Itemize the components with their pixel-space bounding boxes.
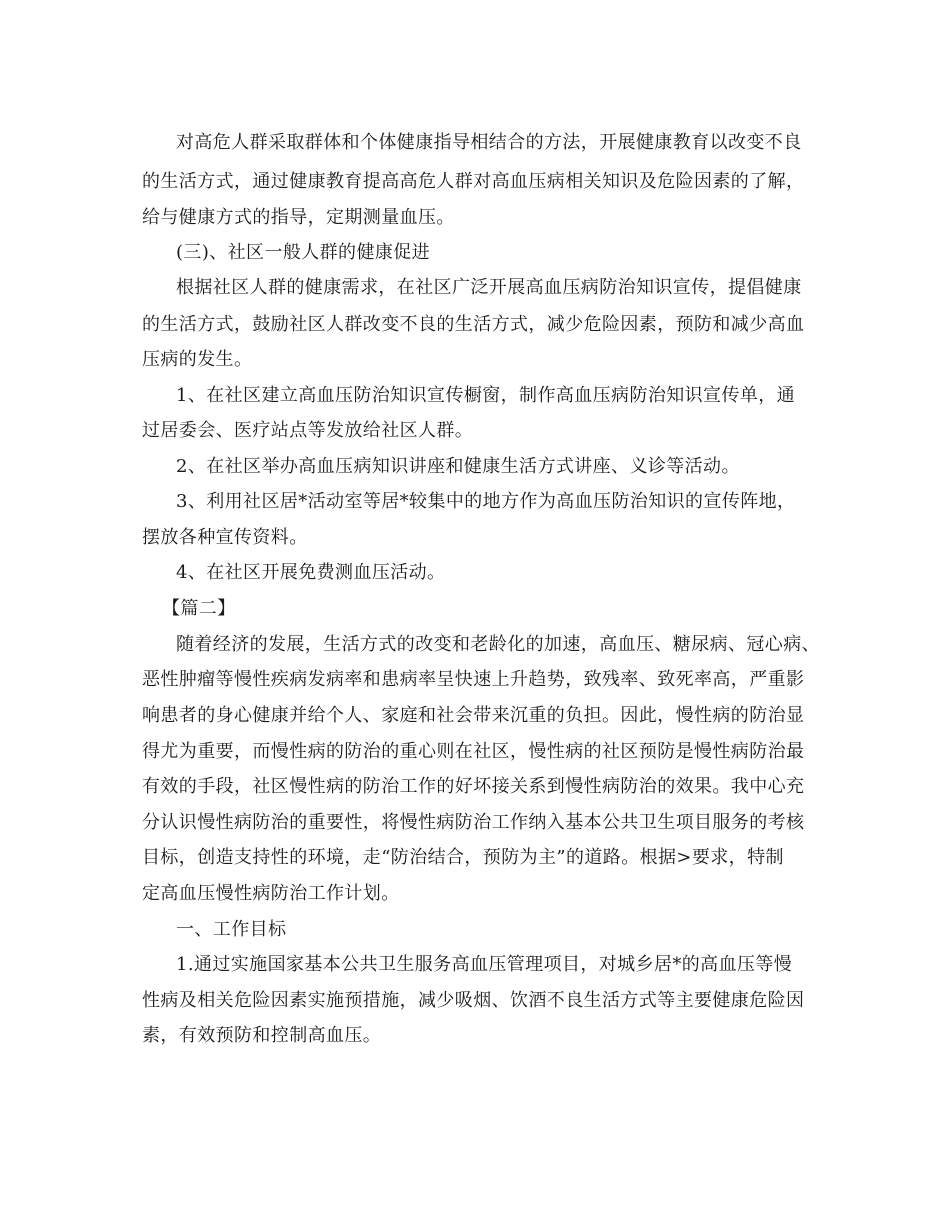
text-line: 随着经济的发展，生活方式的改变和老龄化的加速，高血压、糖尿病、冠心病、 [176,634,820,655]
text-line: 压病的发生。 [142,349,253,370]
text-line: 根据社区人群的健康需求，在社区广泛开展高血压病防治知识宣传，提倡健康 [176,277,802,298]
list-item: 4、在社区开展免费测血压活动。 [176,562,446,583]
section-heading: 一、工作目标 [176,919,287,940]
list-item: 2、在社区举办高血压病知识讲座和健康生活方式讲座、义诊等活动。 [176,456,740,477]
section-heading: 【篇二】 [162,598,236,619]
text-line: 素，有效预防和控制高血压。 [142,1025,382,1046]
text-line: 有效的手段，社区慢性病的防治工作的好坏接关系到慢性病防治的效果。我中心充 [142,776,805,797]
text-line: 摆放各种宣传资料。 [142,527,308,548]
text-line: 得尤为重要，而慢性病的防治的重心则在社区，慢性病的社区预防是慢性病防治最 [142,741,805,762]
text-line: 的生活方式，鼓励社区人群改变不良的生活方式，减少危险因素，预防和减少高血 [142,314,805,335]
text-line: 性病及相关危险因素实施预措施，减少吸烟、饮酒不良生活方式等主要健康危险因 [142,990,805,1011]
text-line: 分认识慢性病防治的重要性，将慢性病防治工作纳入基本公共卫生项目服务的考核 [142,812,805,833]
text-line: 响患者的身心健康并给个人、家庭和社会带来沉重的负担。因此，慢性病的防治显 [142,705,805,726]
section-heading: (三)、社区一般人群的健康促进 [176,242,431,263]
list-item: 1.通过实施国家基本公共卫生服务高血压管理项目，对城乡居*的高血压等慢 [176,954,793,975]
text-line: 过居委会、医疗站点等发放给社区人群。 [142,420,474,441]
text-line: 目标，创造支持性的环境，走“防治结合，预防为主”的道路。根据>要求，特制 [142,847,784,868]
text-line: 对高危人群采取群体和个体健康指导相结合的方法，开展健康教育以改变不良 [176,132,802,153]
list-item: 1、在社区建立高血压防治知识宣传橱窗，制作高血压病防治知识宣传单，通 [176,385,796,406]
text-line: 恶性肿瘤等慢性疾病发病率和患病率呈快速上升趋势，致残率、致死率高，严重影 [142,669,805,690]
text-line: 的生活方式，通过健康教育提高高危人群对高血压病相关知识及危险因素的了解， [142,171,805,192]
list-item: 3、利用社区居*活动室等居*较集中的地方作为高血压防治知识的宣传阵地， [176,491,796,512]
text-line: 定高血压慢性病防治工作计划。 [142,883,400,904]
text-line: 给与健康方式的指导，定期测量血压。 [142,207,455,228]
